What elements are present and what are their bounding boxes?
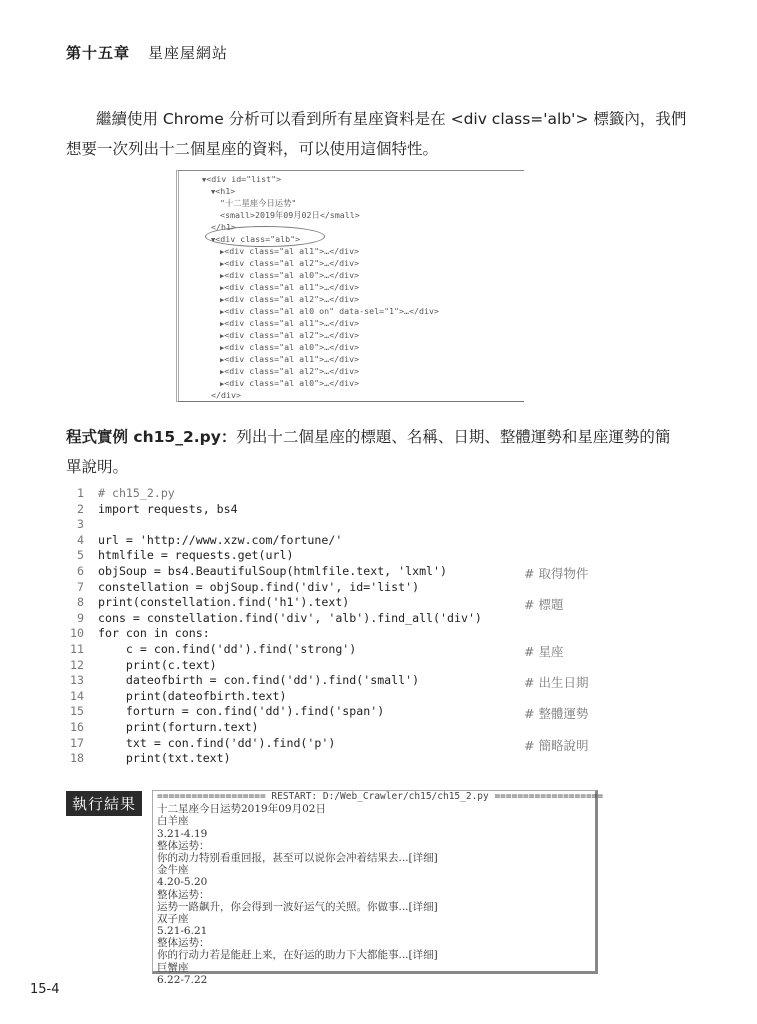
- expanded-triangle-icon[interactable]: ▼: [211, 236, 216, 244]
- dom-node-text: <div class="al al0 on" data-sel="1">…</div>: [224, 306, 440, 316]
- dom-node-text: </h1>: [211, 222, 236, 232]
- output-line: 整体运势：: [157, 839, 210, 852]
- code-comment: # 出生日期: [524, 675, 589, 691]
- dom-tree-node[interactable]: [220, 341, 359, 353]
- code-text: import requests, bs4: [98, 501, 238, 516]
- dom-tree-node[interactable]: [220, 281, 359, 293]
- code-text: # ch15_2.py: [98, 486, 175, 500]
- intro-line-1: 繼續使用 Chrome 分析可以看到所有星座資料是在 <div class='alb'> 標籤內，我們: [96, 110, 687, 128]
- collapsed-triangle-icon[interactable]: ▶: [220, 284, 225, 292]
- line-number: 5: [77, 548, 84, 563]
- line-number: 3: [77, 517, 84, 532]
- collapsed-triangle-icon[interactable]: ▶: [220, 368, 225, 376]
- dom-tree-node[interactable]: [220, 317, 359, 329]
- output-line: 金牛座: [157, 864, 189, 877]
- shell-output: [152, 790, 604, 986]
- output-line: 白羊座: [157, 815, 189, 828]
- dom-tree-node[interactable]: [211, 185, 235, 197]
- dom-node-text: <div class="al al1">…</div>: [224, 282, 360, 292]
- code-text: print(constellation.find('h1').text): [98, 595, 350, 610]
- output-line: 你的行动力若是能赶上来，在好运的助力下大都能事...[详细]: [157, 949, 438, 962]
- line-number: 9: [77, 610, 84, 625]
- dom-tree-node[interactable]: [220, 257, 359, 269]
- dom-tree-node[interactable]: [220, 305, 439, 317]
- code-line: [66, 689, 626, 705]
- output-line: 6.22-7.22: [157, 973, 208, 986]
- code-text: for con in cons:: [98, 626, 210, 641]
- line-number: 16: [70, 720, 84, 734]
- line-number: 17: [70, 735, 84, 750]
- line-number: 2: [77, 501, 84, 516]
- example-colon: ：: [220, 428, 237, 446]
- output-line: 整体运势：: [157, 888, 210, 901]
- code-text: print(forturn.text): [98, 720, 259, 734]
- dom-node-text: <div class="al al2">…</div>: [224, 330, 360, 340]
- dom-node-text: <div class="al al0">…</div>: [224, 270, 360, 280]
- dom-tree-node[interactable]: [220, 377, 359, 389]
- code-line: [66, 720, 626, 736]
- restart-line: =================== RESTART: D:/Web_Crawler/ch15/ch15_2.py ===================: [157, 791, 604, 802]
- code-text: print(dateofbirth.text): [98, 688, 287, 703]
- line-number: 11: [70, 642, 84, 656]
- code-line: [66, 658, 626, 674]
- dom-tree-node[interactable]: [220, 197, 296, 209]
- code-text: dateofbirth = con.find('dd').find('small'): [98, 673, 420, 688]
- code-text: url = 'http://www.xzw.com/fortune/': [98, 532, 343, 547]
- collapsed-triangle-icon[interactable]: ▶: [220, 332, 225, 340]
- output-line: 整体运势：: [157, 937, 210, 950]
- collapsed-triangle-icon[interactable]: ▶: [220, 272, 225, 280]
- dom-node-text: <small>2019年09月02日</small>: [220, 210, 360, 220]
- page-number: 15-4: [30, 982, 60, 997]
- code-comment: # 簡略說明: [524, 737, 589, 753]
- output-line: 你的动力特别看重回报，甚至可以说你会冲着结果去...[详细]: [157, 851, 438, 864]
- collapsed-triangle-icon[interactable]: ▶: [220, 344, 225, 352]
- dom-tree-node[interactable]: [220, 245, 359, 257]
- dom-tree-node[interactable]: [220, 209, 360, 221]
- code-line: [66, 533, 626, 549]
- dom-node-text: <div class="al al1">…</div>: [224, 246, 360, 256]
- code-line: [66, 611, 626, 627]
- code-line: [66, 751, 626, 767]
- dom-node-text: <div class="al al2">…</div>: [224, 294, 360, 304]
- code-line: [66, 548, 626, 564]
- expanded-triangle-icon[interactable]: ▼: [211, 188, 216, 196]
- dom-tree-node[interactable]: [220, 269, 359, 281]
- dom-node-text: <div class="alb">: [215, 234, 301, 244]
- code-text: print(c.text): [98, 657, 217, 672]
- output-line: 十二星座今日运势2019年09月02日: [157, 803, 326, 816]
- dom-node-text: <div class="al al2">…</div>: [224, 258, 360, 268]
- code-comment: # 星座: [524, 644, 564, 659]
- dom-tree-node[interactable]: [202, 173, 281, 185]
- output-line: 巨蟹座: [157, 961, 189, 974]
- code-text: txt = con.find('dd').find('p'): [98, 735, 336, 750]
- code-line: [66, 502, 626, 518]
- line-number: 14: [70, 688, 84, 703]
- collapsed-triangle-icon[interactable]: ▶: [220, 308, 225, 316]
- intro-paragraph: [66, 104, 696, 164]
- collapsed-triangle-icon[interactable]: ▶: [220, 320, 225, 328]
- code-text: c = con.find('dd').find('strong'): [98, 642, 357, 656]
- code-text: forturn = con.find('dd').find('span'): [98, 704, 385, 719]
- line-number: 13: [70, 673, 84, 688]
- dom-node-text: <div class="al al0">…</div>: [224, 378, 360, 388]
- chapter-header: [66, 42, 228, 63]
- code-line: [66, 517, 626, 533]
- code-line: [66, 626, 626, 642]
- code-line: [66, 580, 626, 596]
- output-line: 运势一路飙升，你会得到一波好运气的关照。你做事...[详细]: [157, 900, 438, 913]
- chapter-title: 星座屋網站: [148, 44, 229, 62]
- line-number: 15: [70, 704, 84, 719]
- line-number: 1: [77, 486, 84, 500]
- chapter-number: 第十五章: [66, 44, 131, 62]
- line-number: 10: [70, 626, 84, 641]
- code-comment: # 標題: [524, 597, 564, 613]
- dom-tree-node[interactable]: [220, 329, 359, 341]
- devtools-elements-panel: [176, 170, 524, 402]
- dom-node-text: <div id="list">: [206, 174, 282, 184]
- dom-node-text: <div class="al al2">…</div>: [224, 366, 360, 376]
- dom-tree-node[interactable]: [220, 353, 359, 365]
- expanded-triangle-icon[interactable]: ▼: [202, 176, 207, 184]
- line-number: 12: [70, 657, 84, 672]
- code-text: cons = constellation.find('div', 'alb').find_all('div'): [98, 610, 482, 625]
- code-line: [66, 486, 626, 502]
- example-heading: [66, 422, 696, 482]
- result-label: 執行結果: [66, 791, 142, 816]
- line-number: 7: [77, 579, 84, 594]
- collapsed-triangle-icon[interactable]: ▶: [220, 260, 225, 268]
- collapsed-triangle-icon[interactable]: ▶: [220, 248, 225, 256]
- example-label: 程式實例 ch15_2.py: [66, 428, 221, 446]
- dom-node-text: <div class="al al1">…</div>: [224, 318, 360, 328]
- output-line: 双子座: [157, 912, 189, 925]
- dom-node-text: <div class="al al0">…</div>: [224, 342, 360, 352]
- code-text: objSoup = bs4.BeautifulSoup(htmlfile.text, 'lxml'): [98, 564, 448, 578]
- collapsed-triangle-icon[interactable]: ▶: [220, 380, 225, 388]
- collapsed-triangle-icon[interactable]: ▶: [220, 356, 225, 364]
- code-comment: # 整體運勢: [524, 706, 589, 722]
- line-number: 8: [77, 595, 84, 610]
- code-comment: # 取得物件: [524, 566, 589, 581]
- line-number: 6: [77, 564, 84, 578]
- code-text: constellation = objSoup.find('div', id='list'): [98, 579, 420, 594]
- dom-tree-node[interactable]: [211, 389, 241, 401]
- dom-tree-node[interactable]: [220, 365, 359, 377]
- output-line: 4.20-5.20: [157, 876, 208, 889]
- dom-node-text: <div class="al al1">…</div>: [224, 354, 360, 364]
- output-line: 5.21-6.21: [157, 925, 208, 938]
- code-text: print(txt.text): [98, 751, 231, 766]
- intro-line-2: 想要一次列出十二個星座的資料，可以使用這個特性。: [66, 140, 439, 158]
- highlight-circle: [205, 226, 325, 247]
- dom-node-text: <h1>: [215, 186, 236, 196]
- dom-node-text: </div>: [211, 390, 241, 400]
- line-number: 4: [77, 532, 84, 547]
- code-text: htmlfile = requests.get(url): [98, 548, 294, 563]
- line-number: 18: [70, 751, 84, 766]
- dom-tree-node[interactable]: [220, 293, 359, 305]
- example-desc-1: 列出十二個星座的標題、名稱、日期、整體運勢和星座運勢的簡: [236, 428, 671, 446]
- example-desc-2: 單說明。: [66, 458, 129, 476]
- collapsed-triangle-icon[interactable]: ▶: [220, 296, 225, 304]
- dom-node-text: "十二星座今日运势": [220, 198, 297, 208]
- output-line: 3.21-4.19: [157, 827, 208, 840]
